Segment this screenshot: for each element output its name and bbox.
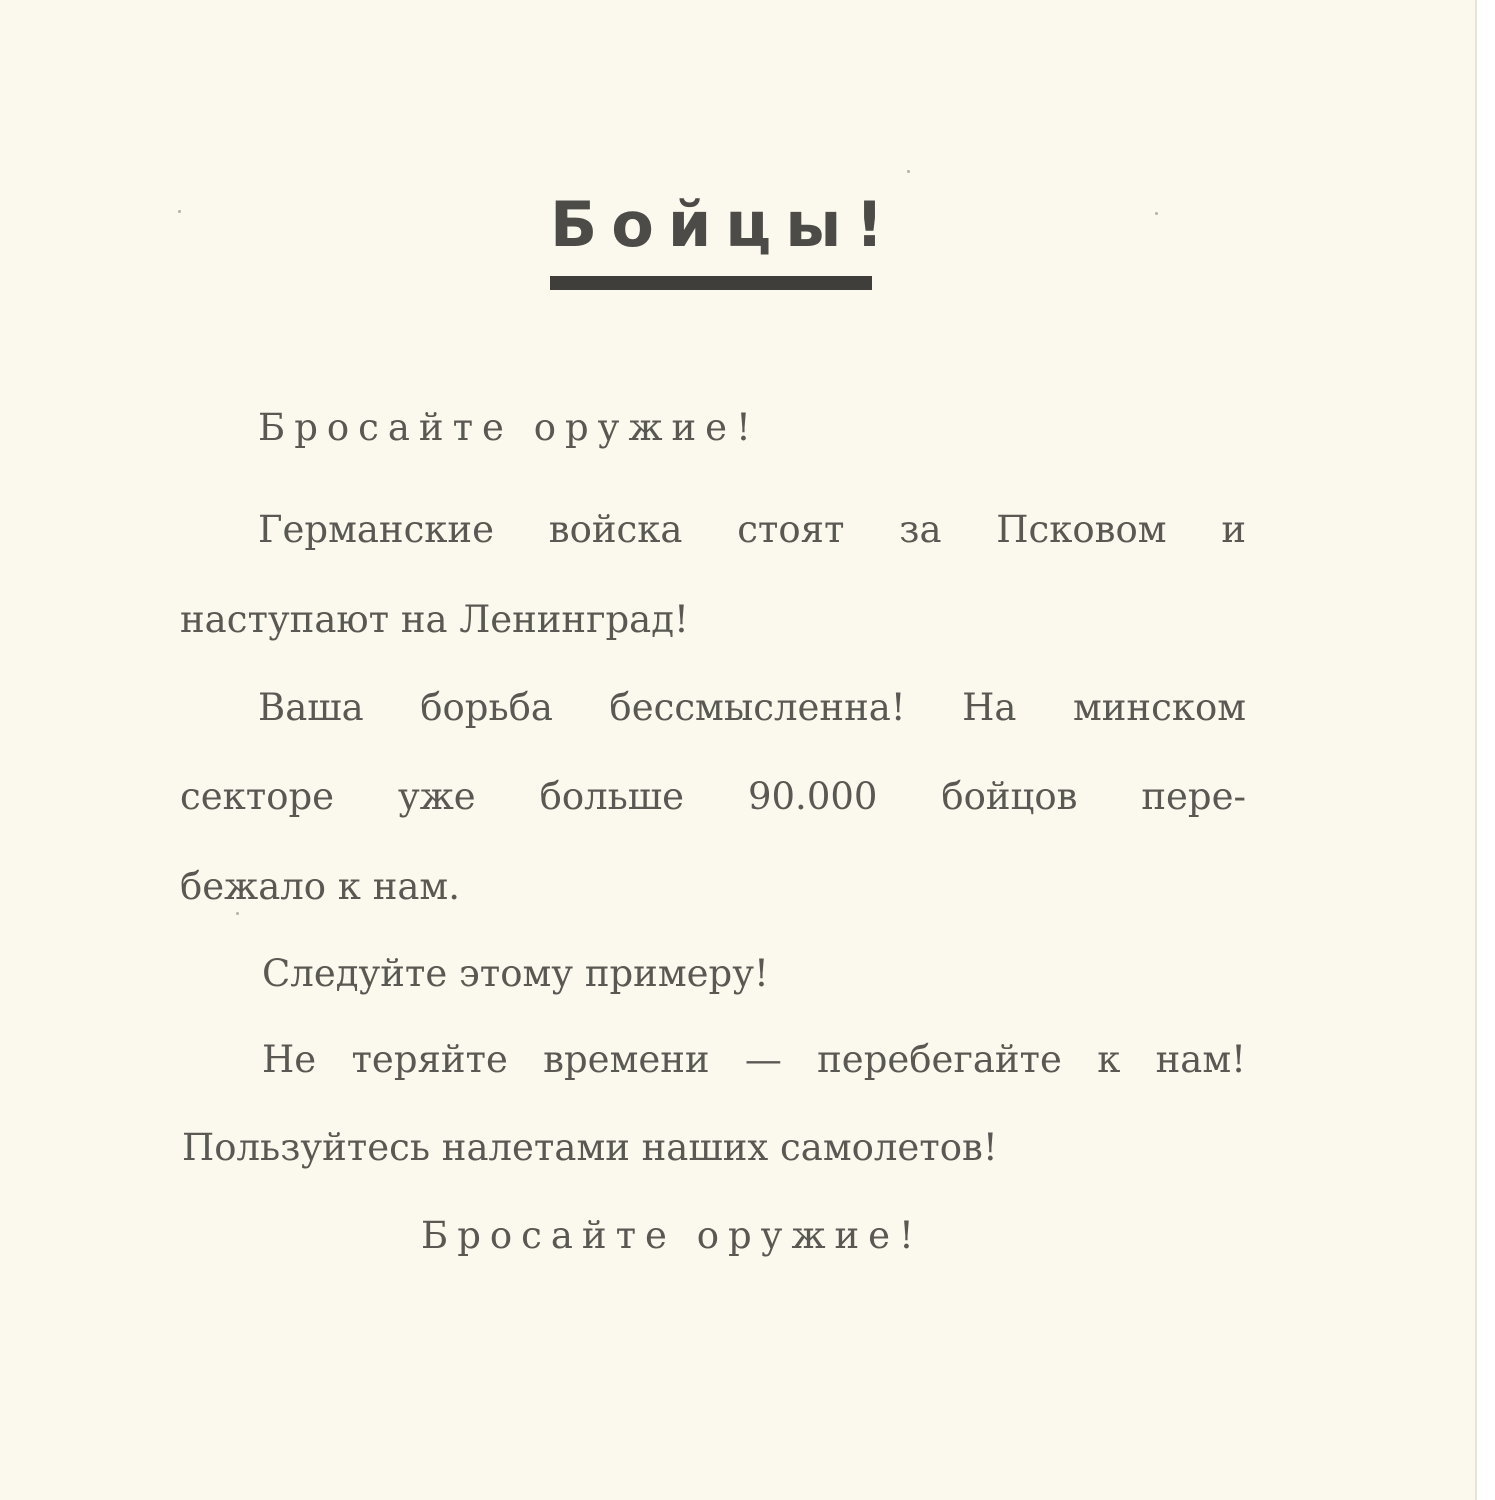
text-line: Германские войска стоят за Псковом и bbox=[258, 508, 1246, 551]
leaflet-title: Бойцы! bbox=[550, 188, 898, 261]
text-line: наступают на Ленинград! bbox=[180, 598, 689, 641]
paper-speck bbox=[1155, 212, 1158, 215]
paper-speck bbox=[907, 170, 910, 173]
paper-speck bbox=[178, 210, 181, 213]
title-block bbox=[550, 186, 898, 264]
text-line: Следуйте этому примеру! bbox=[262, 952, 769, 995]
text-line: секторе уже больше 90.000 бойцов пере- bbox=[180, 775, 1246, 818]
text-line: Не теряйте времени — перебегайте к нам! bbox=[262, 1038, 1246, 1081]
text-line: Пользуйтесь налетами наших самолетов! bbox=[182, 1126, 998, 1169]
text-line: Ваша борьба бессмысленна! На минском bbox=[258, 686, 1246, 729]
text-line: бежало к нам. bbox=[180, 865, 460, 908]
text-line: Бросайте оружие! bbox=[421, 1214, 923, 1257]
paper-speck bbox=[236, 912, 239, 915]
text-line: Бросайте оружие! bbox=[258, 406, 760, 449]
title-underline bbox=[550, 276, 872, 290]
